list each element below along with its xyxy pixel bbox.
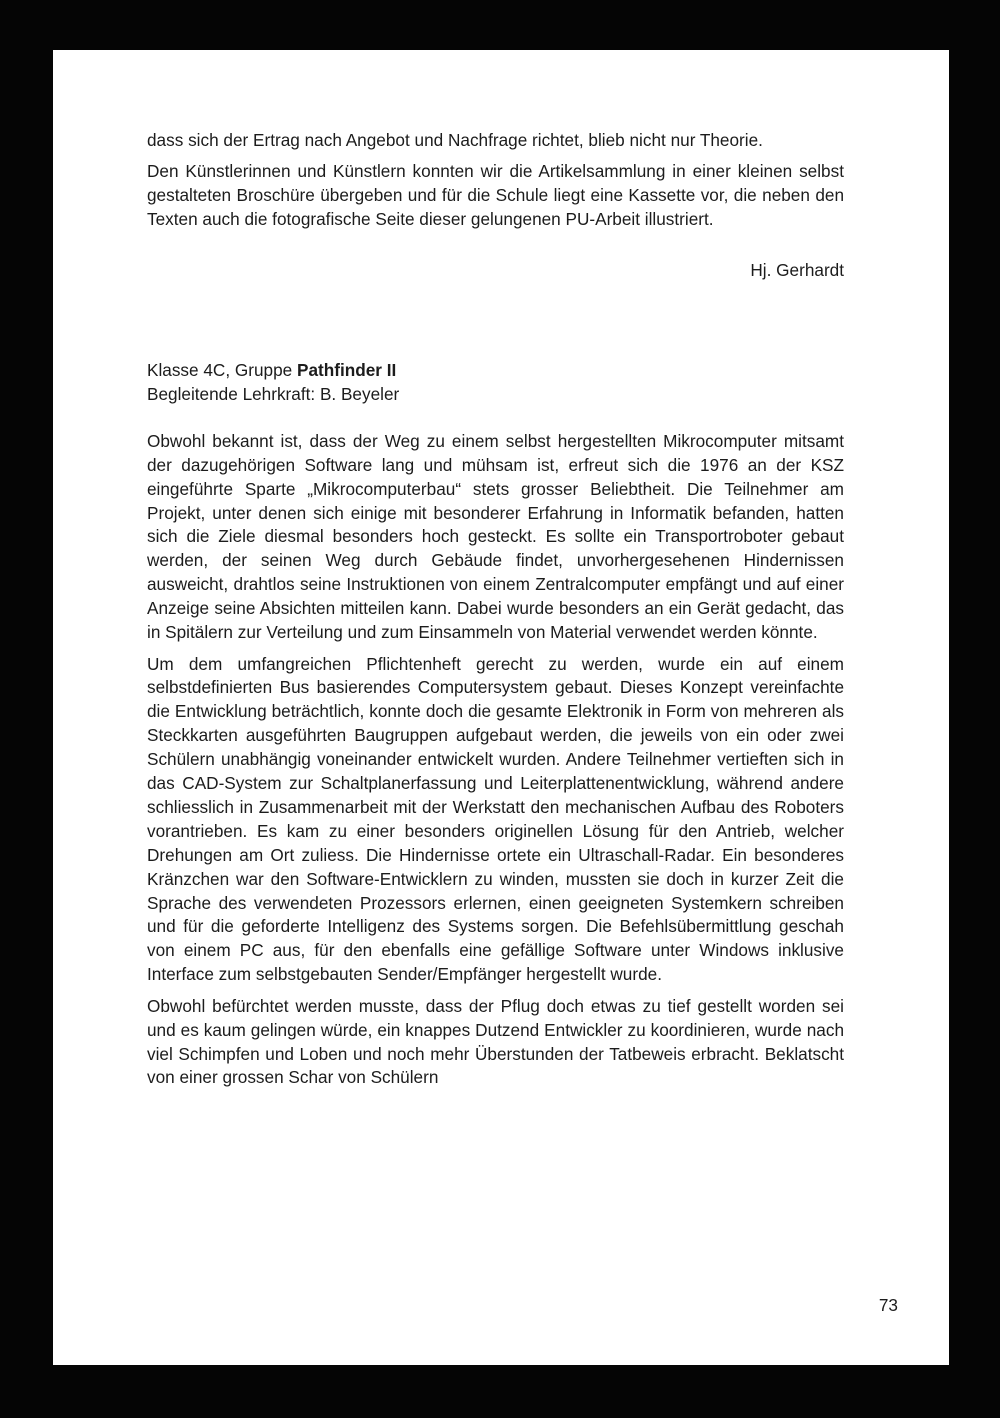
document-page	[53, 50, 949, 1365]
paragraph-previous-2: Den Künstlerinnen und Künstlern konnten wir die Artikelsammlung in einer kleinen selbst gestalteten Broschüre übergeben und für die Schule liegt eine Kassette vor, die neben den Texten auch die fotografische Seite dieser gelungenen PU-Arbeit illustriert.	[147, 161, 844, 230]
author-signature: Hj. Gerhardt	[750, 260, 844, 281]
class-group-line	[147, 359, 844, 383]
page-number: 73	[878, 1295, 898, 1315]
paragraph-section-2: Um dem umfangreichen Pflichtenheft gerecht zu werden, wurde ein auf einem selbstdefinierten Bus basierendes Computersystem gebaut. Dieses Konzept vereinfachte die Entwicklung beträchtlich, konnte doch die gesamte Elektronik in Form von mehreren als Steckkarten ausgeführten Baugruppen aufgebaut werden, die jeweils von ein oder zwei Schülern unabhängig voneinander entwickelt wurden. Andere Teilnehmer vertieften sich in das CAD-System zur Schaltplanerfassung und Leiterplattenentwicklung, während andere schliesslich in Zusammenarbeit mit der Werkstatt den mechanischen Aufbau des Roboters vorantrieben. Es kam zu einer besonders originellen Lösung für den Antrieb, welcher Drehungen am Ort zuliess. Die Hindernisse ortete ein Ultraschall-Radar. Ein besonderes Kränzchen war den Software-Entwicklern zu winden, mussten sie doch in kurzer Zeit die Sprache des verwendeten Prozessors erlernen, einen geeigneten Systemkern schreiben und für die geforderte Intelligenz des Systems sorgen. Die Befehlsübermittlung geschah von einem PC aus, für den ebenfalls eine gefällige Software unter Windows inklusive Interface zum selbstgebauten Sender/Empfänger hergestellt wurde.	[147, 653, 844, 985]
section-header	[147, 359, 844, 407]
paragraph-section-3: Obwohl befürchtet werden musste, dass der Pflug doch etwas zu tief gestellt worden sei und es kaum gelingen würde, ein knappes Dutzend Entwickler zu koordinieren, wurde nach viel Schimpfen und Loben und noch mehr Überstunden der Tatbeweis erbracht. Beklatscht von einer grossen Schar von Schülern	[147, 995, 844, 1088]
page-content	[147, 129, 844, 1090]
group-name: Pathfinder II	[297, 360, 397, 381]
paragraph-section-1: Obwohl bekannt ist, dass der Weg zu einem selbst hergestellten Mikrocomputer mitsamt der dazugehörigen Software lang und mühsam ist, erfreut sich die 1976 an der KSZ eingeführte Sparte „Mikrocomputerbau“ stets grosser Beliebtheit. Die Teilnehmer am Projekt, unter denen sich einige mit besonderer Erfahrung in Informatik befanden, hatten sich die Ziele diesmal besonders hoch gesteckt. Es sollte ein Transportroboter gebaut werden, der seinen Weg durch Gebäude findet, unvorhergesehenen Hindernissen ausweicht, drahtlos seine Instruktionen von einem Zentralcomputer empfängt und auf einer Anzeige seine Absichten mitteilen kann. Dabei wurde besonders an ein Gerät gedacht, das in Spitälern zur Verteilung und zum Einsammeln von Material verwendet werden könnte.	[147, 430, 844, 643]
teacher-line: Begleitende Lehrkraft: B. Beyeler	[147, 383, 400, 404]
paragraph-previous-1: dass sich der Ertrag nach Angebot und Nachfrage richtet, blieb nicht nur Theorie.	[147, 130, 763, 150]
class-label: Klasse 4C, Gruppe	[147, 360, 297, 381]
